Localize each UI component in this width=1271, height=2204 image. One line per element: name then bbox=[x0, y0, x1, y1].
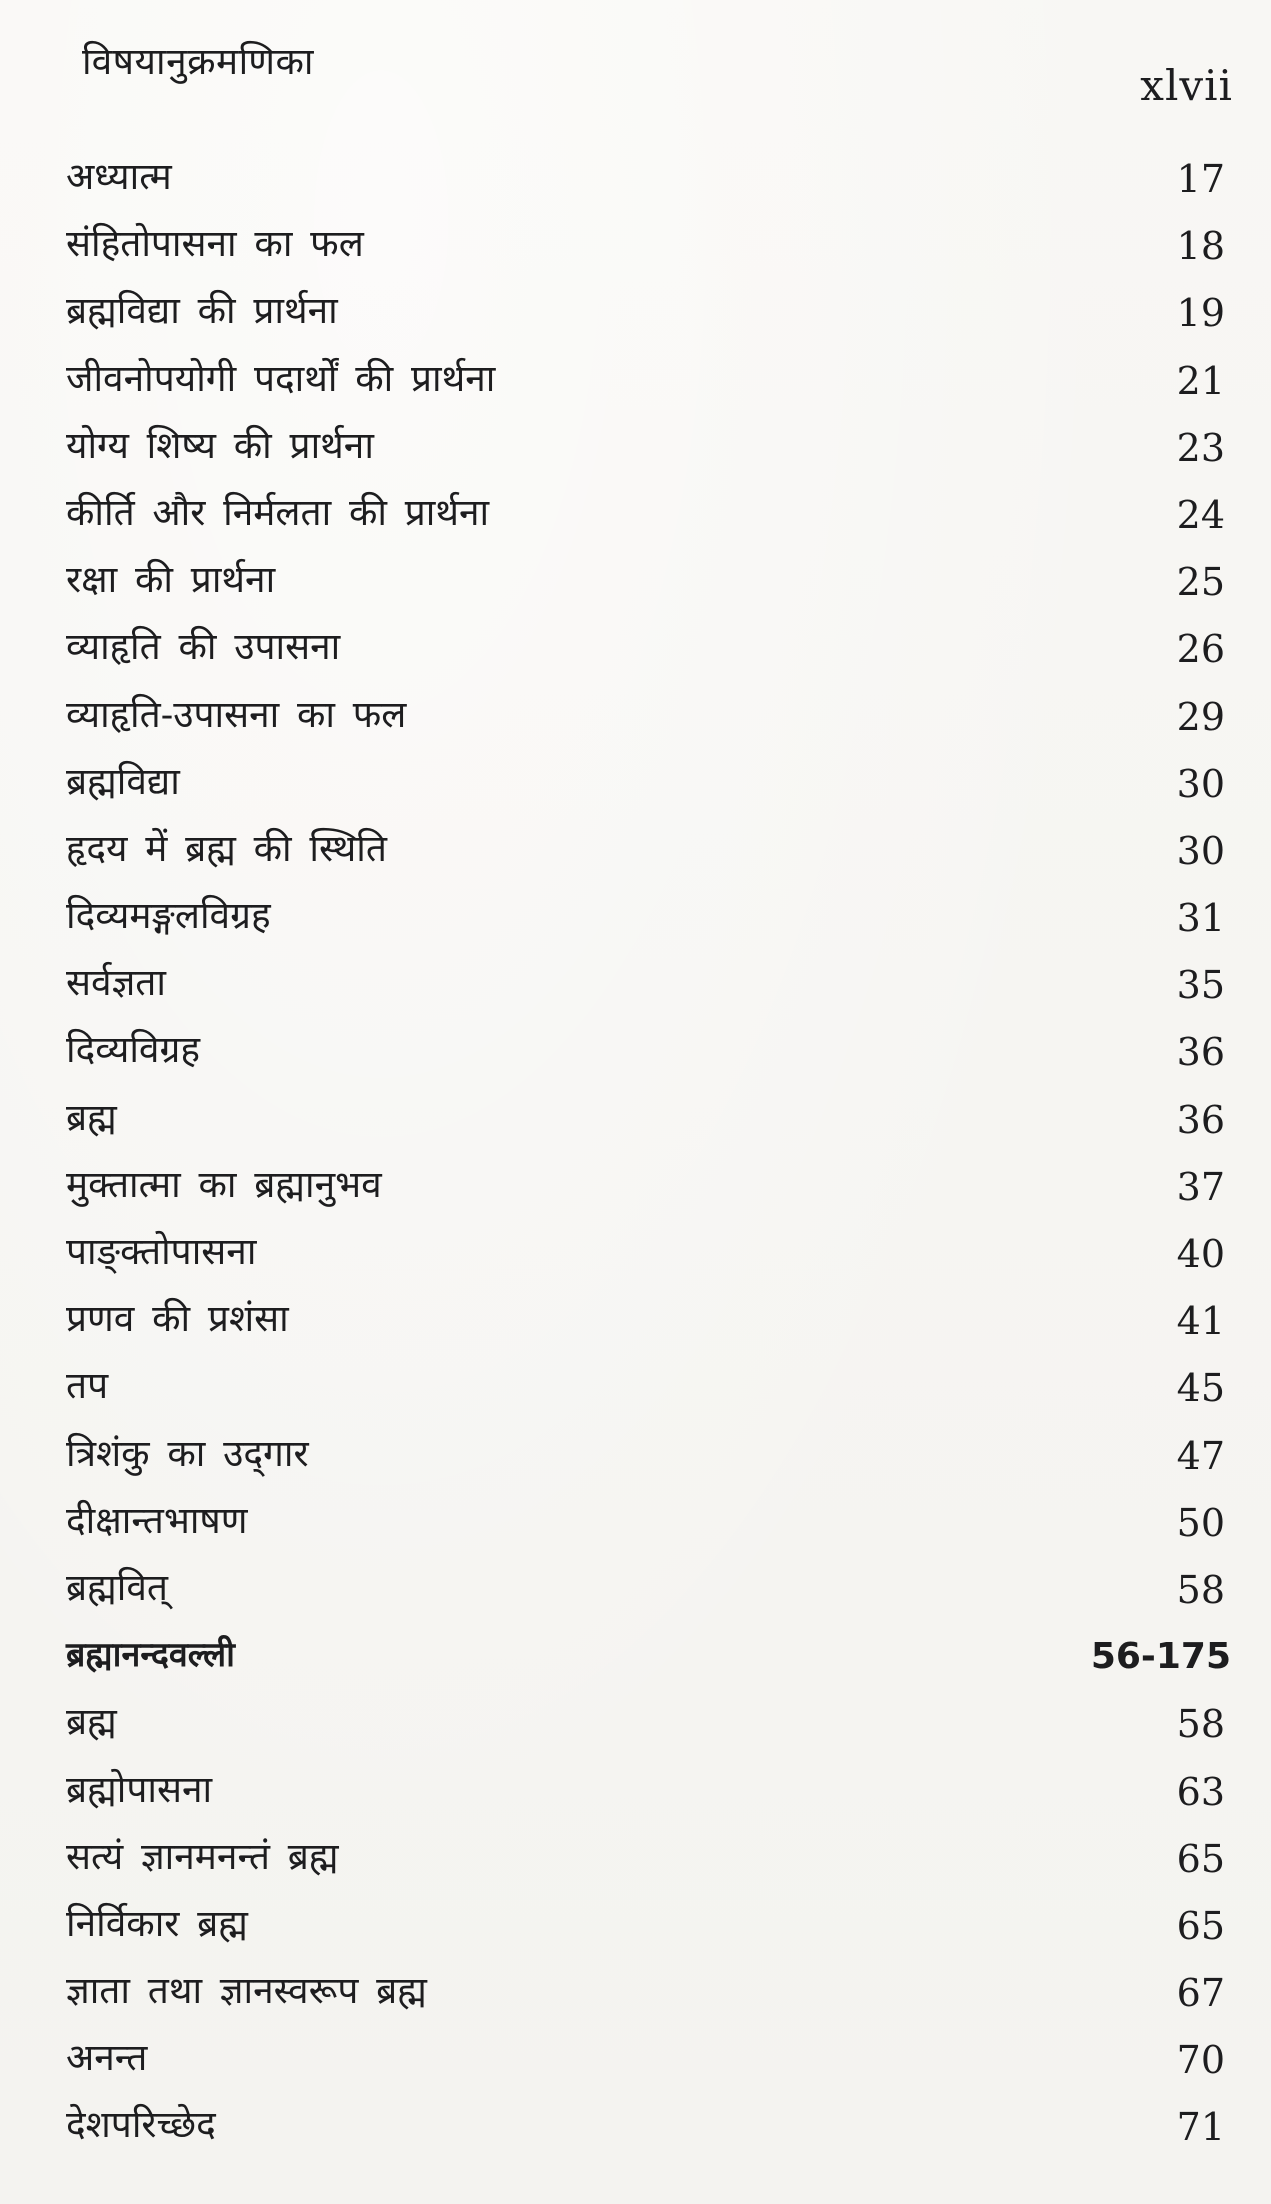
toc-entry bbox=[0, 1697, 1271, 1764]
toc-entry-page: 29 bbox=[1176, 694, 1225, 739]
toc-entry bbox=[0, 1765, 1271, 1832]
toc-entry bbox=[0, 1563, 1271, 1630]
toc-entry-title: निर्विकार ब्रह्म bbox=[66, 1901, 248, 1945]
toc-entry-page: 65 bbox=[1176, 1836, 1225, 1881]
toc-entry-page: 47 bbox=[1176, 1433, 1225, 1478]
toc-entry-title: प्रणव की प्रशंसा bbox=[66, 1297, 289, 1341]
toc-entry bbox=[0, 219, 1271, 286]
toc-entry-title: ब्रह्मोपासना bbox=[66, 1767, 213, 1811]
toc-entry-title: दीक्षान्तभाषण bbox=[66, 1498, 248, 1542]
toc-entry bbox=[0, 757, 1271, 824]
toc-entry bbox=[0, 1361, 1271, 1428]
toc-entry bbox=[0, 354, 1271, 421]
toc-entry bbox=[0, 421, 1271, 488]
toc-entry-page: 18 bbox=[1176, 224, 1225, 269]
toc-entry-page: 26 bbox=[1176, 627, 1225, 672]
toc-entry-title: सर्वज्ञता bbox=[66, 961, 166, 1005]
toc-entry-page: 50 bbox=[1176, 1500, 1225, 1545]
toc-entry-title: जीवनोपयोगी पदार्थों की प्रार्थना bbox=[66, 356, 496, 400]
toc-entry bbox=[0, 555, 1271, 622]
toc-entry bbox=[0, 286, 1271, 353]
toc-entry-title: ब्रह्म bbox=[66, 1700, 117, 1744]
toc-section-heading bbox=[0, 1630, 1271, 1697]
toc-entry bbox=[0, 1966, 1271, 2033]
toc-entry-page: 58 bbox=[1176, 1567, 1225, 1612]
toc-entry-title: पाङ्क्तोपासना bbox=[66, 1230, 257, 1273]
toc-entry bbox=[0, 2100, 1271, 2167]
toc-entry-title: व्याहृति की उपासना bbox=[66, 625, 341, 669]
toc-entry-page: 65 bbox=[1176, 1903, 1225, 1948]
toc-entry bbox=[0, 1227, 1271, 1294]
toc-entry-page: 24 bbox=[1176, 492, 1225, 537]
toc-entry-page: 71 bbox=[1176, 2105, 1225, 2150]
toc-entry-page: 37 bbox=[1176, 1164, 1225, 1209]
toc-entry-title: ब्रह्मवित् bbox=[66, 1565, 169, 1609]
toc-entry-page: 17 bbox=[1176, 157, 1225, 201]
toc-entry bbox=[0, 1025, 1271, 1092]
toc-entry-page: 36 bbox=[1176, 1097, 1225, 1142]
toc-entry bbox=[0, 690, 1271, 757]
toc-entry-page: 31 bbox=[1176, 896, 1225, 941]
toc-entry bbox=[0, 958, 1271, 1025]
toc-entry bbox=[0, 1429, 1271, 1496]
toc-entry-page: 35 bbox=[1176, 963, 1225, 1008]
toc-entry-title: ब्रह्मानन्दवल्ली bbox=[66, 1635, 235, 1676]
toc-entry-title: देशपरिच्छेद bbox=[66, 2103, 216, 2147]
page-number: xlvii bbox=[1140, 61, 1233, 110]
toc-entry-title: व्याहृति-उपासना का फल bbox=[66, 692, 407, 736]
toc-entry-title: अध्यात्म bbox=[66, 155, 172, 198]
toc-entry-title: कीर्ति और निर्मलता की प्रार्थना bbox=[66, 490, 490, 534]
toc-entry-title: योग्य शिष्य की प्रार्थना bbox=[66, 423, 374, 467]
toc-entry-page: 56-175 bbox=[1090, 1636, 1231, 1678]
toc-entry-page: 19 bbox=[1176, 291, 1225, 336]
toc-entry-title: मुक्तात्मा का ब्रह्मानुभव bbox=[66, 1162, 382, 1206]
toc-entry bbox=[0, 1160, 1271, 1227]
toc-entry-page: 36 bbox=[1176, 1030, 1225, 1075]
toc-entry-title: अनन्त bbox=[66, 2036, 148, 2080]
toc-entry-title: ब्रह्मविद्या की प्रार्थना bbox=[66, 289, 338, 333]
table-of-contents bbox=[0, 152, 1271, 2168]
toc-entry-page: 21 bbox=[1176, 358, 1225, 403]
toc-entry-page: 23 bbox=[1176, 425, 1225, 470]
toc-entry bbox=[0, 1832, 1271, 1899]
toc-entry-title: संहितोपासना का फल bbox=[66, 222, 364, 266]
toc-entry-page: 45 bbox=[1176, 1366, 1225, 1411]
toc-entry-page: 41 bbox=[1176, 1299, 1225, 1344]
toc-entry bbox=[0, 824, 1271, 891]
toc-entry bbox=[0, 152, 1271, 219]
toc-entry-page: 25 bbox=[1176, 560, 1225, 605]
toc-entry bbox=[0, 1093, 1271, 1160]
toc-entry bbox=[0, 1899, 1271, 1966]
toc-entry bbox=[0, 1294, 1271, 1361]
toc-entry-title: दिव्यविग्रह bbox=[66, 1028, 201, 1072]
toc-entry-title: दिव्यमङ्गलविग्रह bbox=[66, 894, 271, 938]
toc-entry-title: हृदय में ब्रह्म की स्थिति bbox=[66, 826, 387, 870]
toc-entry-page: 30 bbox=[1176, 761, 1225, 806]
toc-entry bbox=[0, 622, 1271, 689]
toc-entry bbox=[0, 1496, 1271, 1563]
running-head: विषयानुक्रमणिका bbox=[82, 40, 314, 83]
toc-entry bbox=[0, 891, 1271, 958]
toc-entry-title: सत्यं ज्ञानमनन्तं ब्रह्म bbox=[66, 1834, 339, 1878]
toc-entry-title: ब्रह्म bbox=[66, 1095, 117, 1139]
toc-entry-page: 58 bbox=[1176, 1702, 1225, 1747]
toc-entry-page: 40 bbox=[1176, 1232, 1225, 1276]
toc-entry bbox=[0, 488, 1271, 555]
toc-entry bbox=[0, 2033, 1271, 2100]
toc-entry-page: 67 bbox=[1176, 1971, 1225, 2016]
toc-entry-title: तप bbox=[66, 1364, 109, 1408]
toc-entry-title: ज्ञाता तथा ज्ञानस्वरूप ब्रह्म bbox=[66, 1969, 427, 2013]
toc-entry-title: रक्षा की प्रार्थना bbox=[66, 558, 276, 602]
toc-entry-page: 70 bbox=[1176, 2038, 1225, 2083]
toc-entry-title: ब्रह्मविद्या bbox=[66, 759, 180, 803]
toc-entry-page: 30 bbox=[1176, 828, 1225, 873]
toc-entry-page: 63 bbox=[1176, 1769, 1225, 1814]
toc-entry-title: त्रिशंकु का उद्‌गार bbox=[66, 1431, 309, 1475]
